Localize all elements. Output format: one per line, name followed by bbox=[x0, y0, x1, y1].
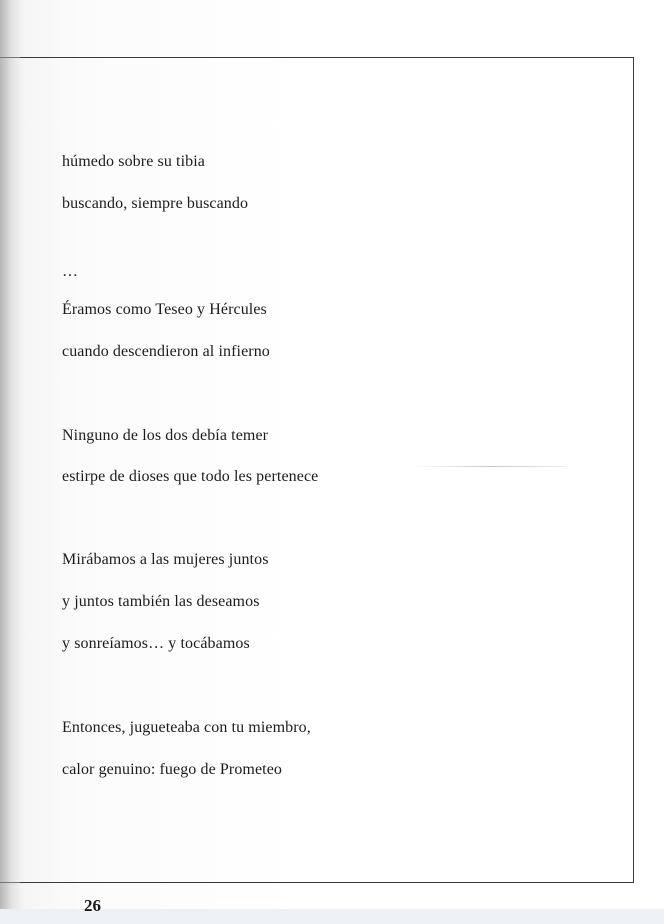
poem-line: Mirábamos a las mujeres juntos bbox=[62, 551, 269, 568]
poem-line: estirpe de dioses que todo les pertenece bbox=[62, 468, 319, 485]
book-binding-shadow bbox=[0, 0, 22, 924]
frame-edge-mark bbox=[0, 57, 22, 58]
poem-line: buscando, siempre buscando bbox=[62, 195, 249, 212]
poem-line: calor genuino: fuego de Prometeo bbox=[62, 761, 283, 778]
poem-ellipsis: … bbox=[62, 263, 79, 280]
poem-line: Ninguno de los dos debía temer bbox=[62, 427, 269, 444]
poem-line: y sonreíamos… y tocábamos bbox=[62, 635, 250, 652]
poem-line: húmedo sobre su tibia bbox=[62, 153, 205, 170]
poem-line: Éramos como Teseo y Hércules bbox=[62, 301, 267, 318]
poem-line: Entonces, jugueteaba con tu miembro, bbox=[62, 719, 311, 736]
poem-line: y juntos también las deseamos bbox=[62, 593, 260, 610]
poem-line: cuando descendieron al infierno bbox=[62, 343, 270, 360]
frame-edge-mark bbox=[0, 882, 22, 883]
scan-artifact-line bbox=[415, 466, 565, 467]
page-number: 26 bbox=[84, 896, 101, 915]
